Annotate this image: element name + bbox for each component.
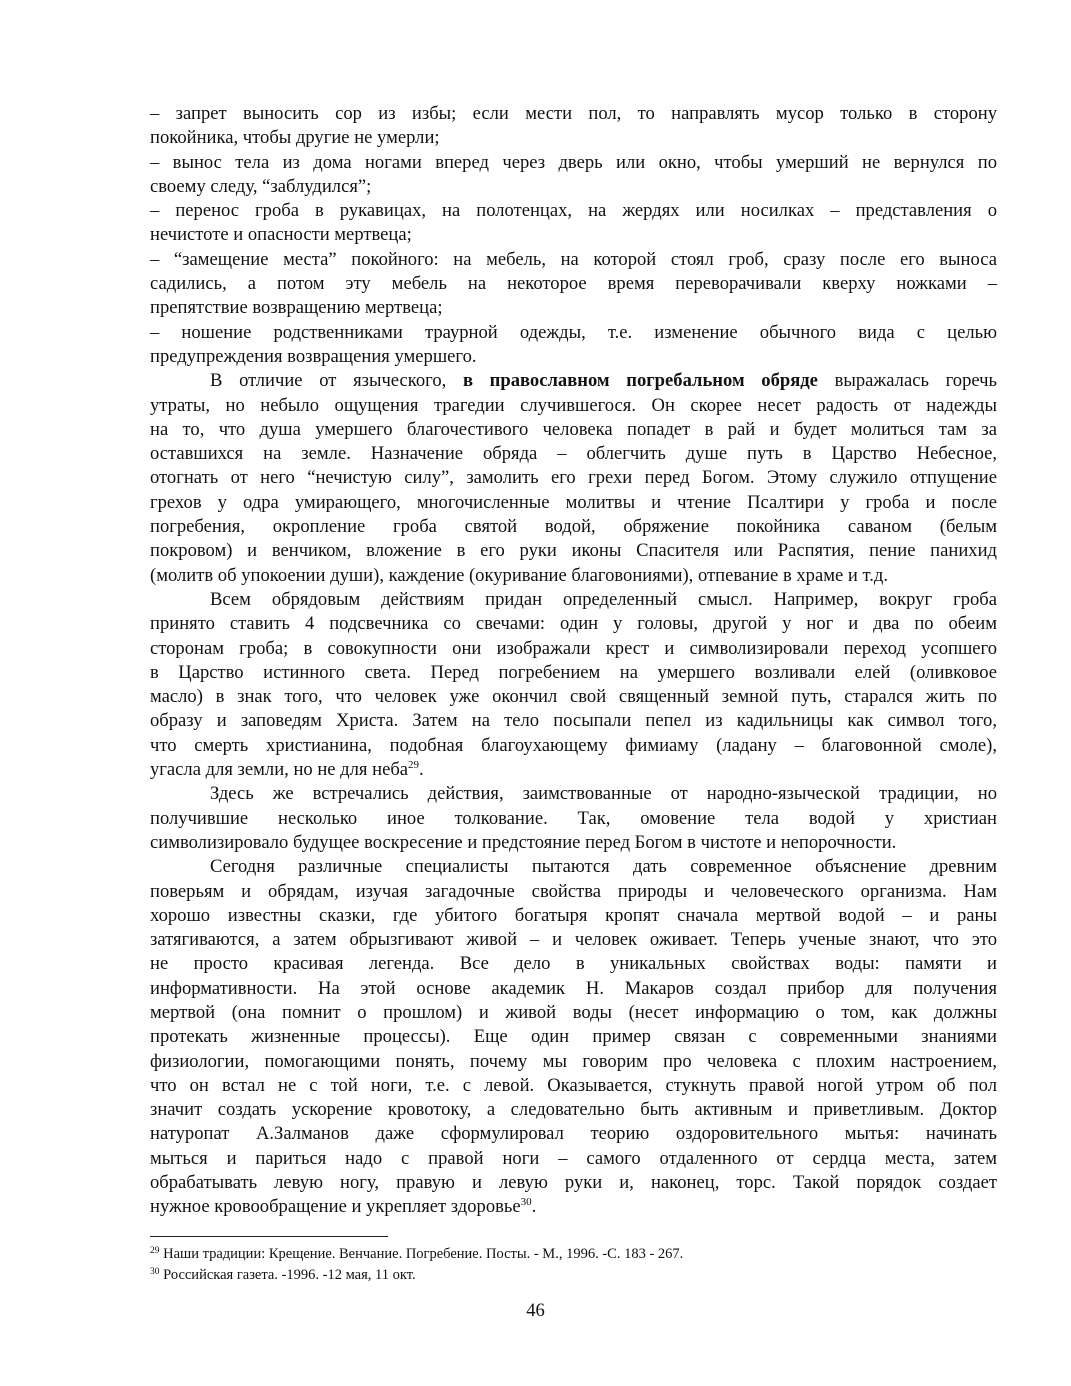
text-line: образу и заповедям Христа. Затем на тело посыпали пепел из кадильницы как символ того,	[150, 710, 997, 732]
text-line: информативности. На этой основе академик Н. Макаров создал прибор для получения	[150, 977, 997, 999]
text-line: символизировало будущее воскресение и предстояние перед Богом в чистоте и непорочности.	[150, 831, 897, 853]
text-line: что смерть христианина, подобная благоухающему фимиаму (ладану – благовонной смоле),	[150, 734, 997, 756]
page-number: 46	[526, 1300, 545, 1321]
text-line: Всем обрядовым действиям придан определенный смысл. Например, вокруг гроба	[210, 588, 997, 610]
footnote-text: Российская газета. -1996. -12 мая, 11 окт.	[159, 1266, 416, 1283]
text-line: физиологии, помогающими понять, почему мы говорим про человека с плохим настроением,	[150, 1050, 997, 1072]
text-line: получившие несколько иное толкование. Так, омовение тела водой у христиан	[150, 807, 997, 829]
text-run: .	[419, 759, 424, 781]
text-line: – запрет выносить сор из избы; если мести пол, то направлять мусор только в сторону	[150, 103, 997, 124]
text-line: обрабатывать левую ногу, правую и левую руки и, наконец, торс. Такой порядок создает	[150, 1172, 997, 1194]
footnote-ref[interactable]: 30	[520, 1196, 532, 1209]
text-line: грехов у одра умирающего, многочисленные молитвы и чтение Псалтири у гроба и после	[150, 491, 997, 513]
text-line: принято ставить 4 подсвечника со свечами: один у головы, другой у ног и два по обеим	[150, 613, 997, 635]
text-line: натуропат А.Залманов даже сформулировал теорию оздоровительного мытья: начинать	[150, 1123, 997, 1145]
text-run: выражалась горечь	[817, 370, 997, 392]
text-line: (молитв об упокоении души), каждение (окуривание благовониями), отпевание в храме и т.д.	[150, 564, 888, 586]
text-run: .	[531, 1196, 537, 1218]
text-line	[150, 369, 997, 393]
text-line: – вынос тела из дома ногами вперед через дверь или окно, чтобы умерший не вернулся по	[150, 151, 997, 173]
text-line: утраты, но небыло ощущения трагедии случившегося. Он скорее несет радость от надежды	[150, 394, 997, 416]
text-line: поверьям и обрядам, изучая загадочные свойства природы и человеческого организма. Нам	[150, 880, 997, 902]
footnote-text: Наши традиции: Крещение. Венчание. Погребение. Посты. - М., 1996. -С. 183 - 267.	[159, 1246, 684, 1262]
footnote-separator	[150, 1236, 388, 1237]
body-text	[150, 102, 997, 1220]
text-run: нужное кровообращение и укрепляет здоровье	[150, 1196, 521, 1218]
footnote-ref[interactable]: 29	[408, 759, 420, 772]
text-line: не просто красивая легенда. Все дело в уникальных свойствах воды: памяти и	[150, 953, 997, 975]
bold-phrase: в православном погребальном обряде	[462, 370, 818, 392]
text-line: препятствие возвращению мертвеца;	[150, 297, 443, 319]
text-line: предупреждения возвращения умершего.	[150, 345, 477, 367]
text-line: – ношение родственниками траурной одежды, т.е. изменение обычного вида с целью	[150, 321, 997, 343]
text-line: садились, а потом эту мебель на некоторое время переворачивали кверху ножками –	[150, 273, 997, 295]
text-line: в Царство истинного света. Перед погребением на умершего возливали елей (оливковое	[150, 661, 997, 683]
text-run: угасла для земли, но не для неба	[150, 759, 409, 781]
text-line: покровом) и венчиком, вложение в его руки иконы Спасителя или Распятия, пение панихид	[150, 540, 997, 562]
text-line: на то, что душа умершего благочестивого человека попадет в рай и будет молиться там за	[150, 418, 997, 440]
text-line: затягиваются, а затем обрызгивают живой – и человек оживает. Теперь ученые знают, что это	[150, 929, 997, 951]
text-line	[150, 758, 997, 782]
text-line: покойника, чтобы другие не умерли;	[150, 127, 440, 149]
footnote	[150, 1244, 997, 1265]
text-run: В отличие от языческого,	[210, 370, 463, 392]
footnote	[150, 1265, 997, 1286]
text-line: масло) в знак того, что человек уже окончил свой священный земной путь, старался жить по	[150, 686, 997, 708]
text-line: Здесь же встречались действия, заимствованные от народно-языческой традиции, но	[210, 783, 997, 805]
footnotes	[150, 1244, 997, 1285]
footnote-number: 30	[150, 1266, 160, 1277]
text-line: нечистоте и опасности мертвеца;	[150, 224, 412, 246]
text-line: отогнать от него “нечистую силу”, замолить его грехи перед Богом. Этому служило отпущение	[150, 467, 997, 489]
text-line: значит создать ускорение кровотоку, а следовательно быть активным и приветливым. Доктор	[150, 1099, 997, 1121]
text-line: протекать жизненные процессы). Еще один пример связан с современными знаниями	[150, 1026, 997, 1048]
text-line: Сегодня различные специалисты пытаются дать современное объяснение древним	[210, 856, 997, 878]
text-line: мертвой (она помнит о прошлом) и живой воды (несет информацию о том, как должны	[150, 1001, 997, 1023]
text-line: оставшихся на земле. Назначение обряда – облегчить душе путь в Царство Небесное,	[150, 443, 997, 465]
text-line: – перенос гроба в рукавицах, на полотенцах, на жердях или носилках – представления о	[150, 200, 997, 222]
text-line: погребения, окропление гроба святой водой, обряжение покойника саваном (белым	[150, 516, 997, 538]
text-line: что он встал не с той ноги, т.е. с левой. Оказывается, стукнуть правой ногой утром об пол	[150, 1074, 997, 1096]
text-line: сторонам гроба; в совокупности они изображали крест и символизировали переход усопшего	[150, 637, 997, 659]
text-line: мыться и париться надо с правой ноги – самого отдаленного от сердца места, затем	[150, 1147, 997, 1169]
footnote-number: 29	[150, 1246, 160, 1256]
text-line: своему следу, “заблудился”;	[150, 175, 372, 197]
text-line: хорошо известны сказки, где убитого богатыря кропят сначала мертвой водой – и раны	[150, 904, 997, 926]
text-line: – “замещение места” покойного: на мебель, на которой стоял гроб, сразу после его выноса	[150, 248, 997, 270]
text-line	[150, 1195, 997, 1219]
